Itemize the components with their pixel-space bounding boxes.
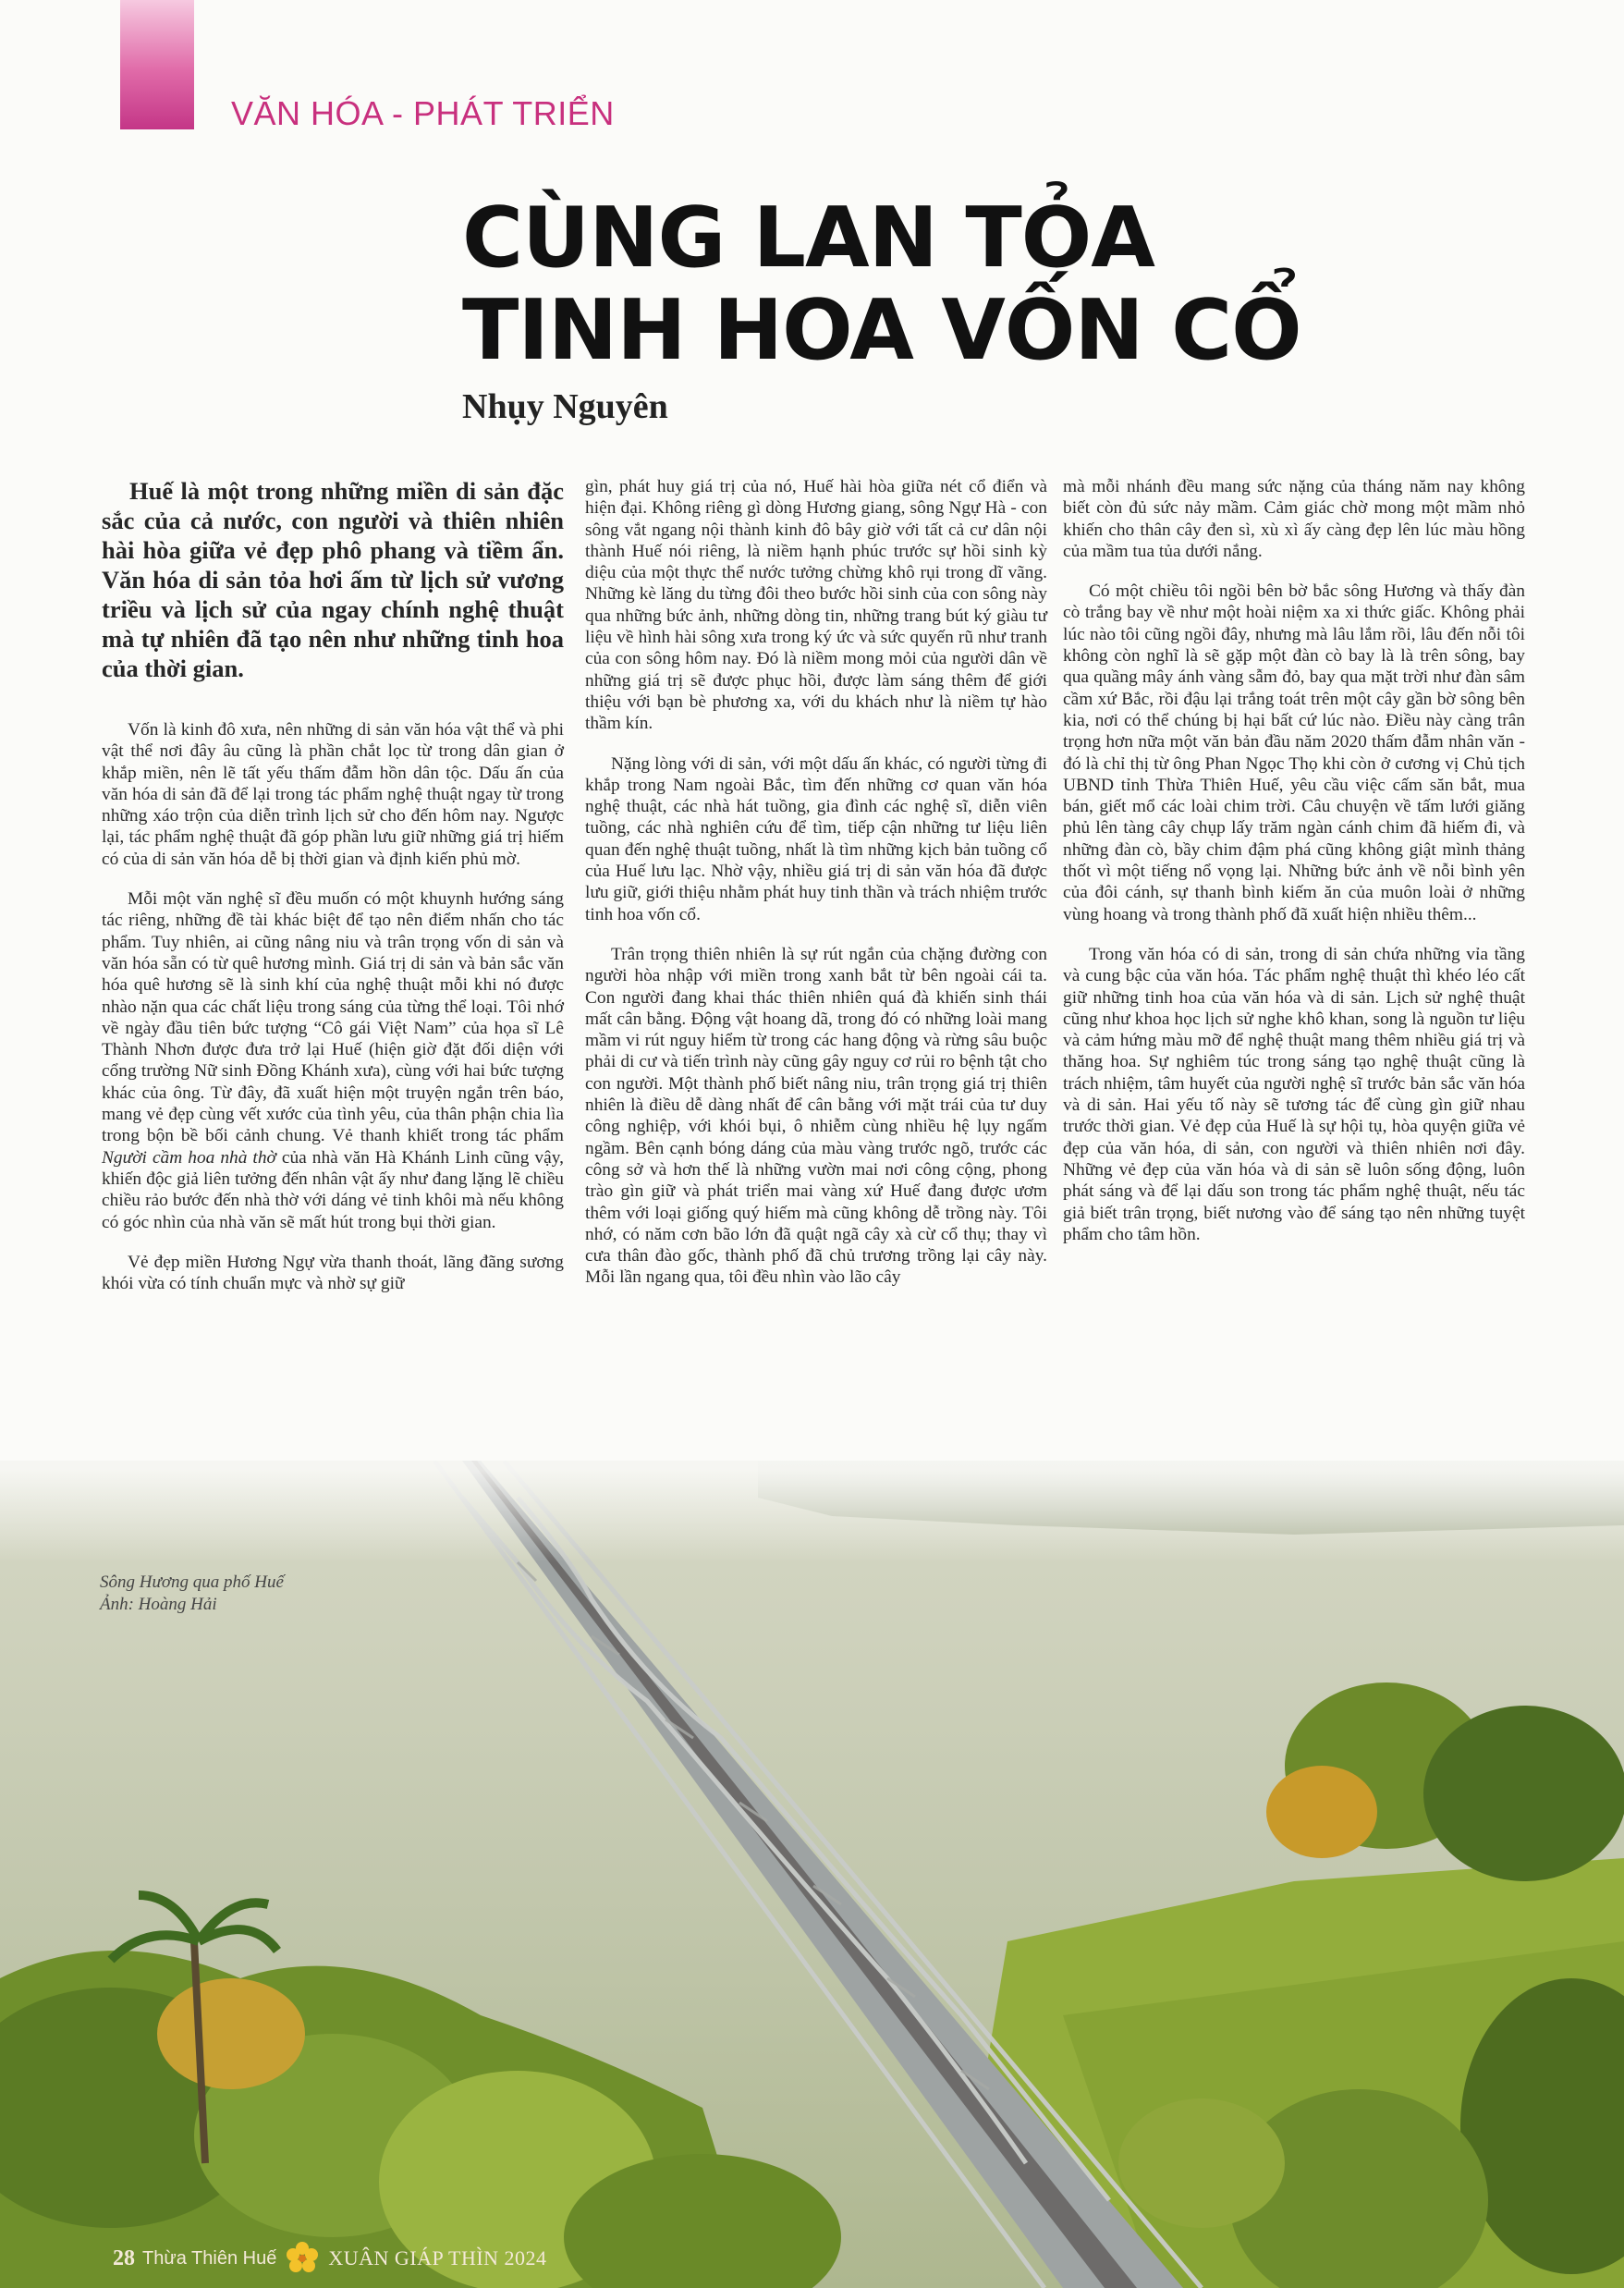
- paragraph: Có một chiều tôi ngồi bên bờ bắc sông Hương và thấy đàn cò trắng bay về như một hoài niệm xa xi thức giấc. Không phải lúc nào tôi cũng ngồi đây, nhưng mà lâu lắm rồi, lâu đến nỗi tôi không còn nghĩ là sẽ gặp một đàn cò bay là là trên sông, bay qua quầng mây ánh vàng sẫm đỏ, bay qua mặt trời như đàn sâm cầm xứ Bắc, rồi đậu lại trắng toát trên một cây gần bờ sông bên kia, nơi có thể chúng bị hại bất cứ lúc nào. Điều này càng trân trọng hơn nữa một văn bản đầu năm 2020 thấm đẫm nhân văn - đó là chỉ thị từ ông Phan Ngọc Thọ khi còn ở cương vị Chủ tịch UBND tỉnh Thừa Thiên Huế, yêu cầu việc cấm săn bắt, mua bán, giết mổ các loài chim trời. Câu chuyện về tấm lưới giăng phủ lên tàng cây chụp lấy trăm ngàn cánh chim đã hiếm đi, và những đàn cò, bầy chim đậm phá cũng không giật mình thảng thốt vì một tiếng nổ vọng lại. Những bức ảnh về nỗi bình yên của đôi cánh, sự thanh bình kiếm ăn của muôn loài ở những vùng hoang và trong thành phố đã xuất hiện nhiều thêm...: [1063, 581, 1525, 924]
- paragraph: Trân trọng thiên nhiên là sự rút ngắn của chặng đường con người hòa nhập với miền trong xanh bắt từ bên ngoài cái ta. Con người đang khai thác thiên nhiên quá đà khiến sinh thái mất cân bằng. Động vật hoang dã, trong đó có những loài mang mầm vi rút nguy hiểm từ trong các hang động và rừng sâu buộc phải di cư và tiến trình này cũng gây nguy cơ rủi ro bệnh tật cho con người. Một thành phố biết nâng niu, trân trọng giá trị thiên nhiên là điều dễ dàng nhất để cân bằng với mặt trái của tư duy công nghiệp, với khói bụi, ô nhiễm cùng nhiều hệ lụy ngấm ngầm. Bên cạnh bóng dáng của màu vàng trước ngõ, trước các công sở và hơn thế là những vườn mai nơi công cộng, phong trào gìn giữ và phát triển mai vàng xứ Huế đang được ươm thêm với loại giống quý hiếm mà cũng không dễ trồng này. Tôi nhớ, có năm cơn bão lớn đã quật ngã cây xà cừ cổ thụ; thay vì cưa thân đào gốc, thành phố đã chủ trương trồng lại cây này. Mỗi lần ngang qua, tôi đều nhìn vào lão cây: [585, 944, 1047, 1288]
- apricot-flower-icon: [284, 2240, 321, 2277]
- title-line-1: CÙNG LAN TỎA: [462, 190, 1154, 287]
- text-column-2: [585, 476, 1047, 1307]
- caption-title: Sông Hương qua phố Huế: [100, 1572, 284, 1592]
- magazine-name: Thừa Thiên Huế: [142, 2247, 277, 2269]
- paragraph: Trong văn hóa có di sản, trong di sản chứa những vỉa tầng và cung bậc của văn hóa. Tác phẩm nghệ thuật thì khéo léo cất giữ những tinh hoa của văn hóa và di sản. Lịch sử nghệ thuật cũng như khoa học lịch sử nghe khô khan, song là nguồn tư liệu và cảm hứng màu mỡ để nghệ thuật mang thêm nhiều giá trị và thăng hoa. Sự nghiêm túc trong sáng tạo nghệ thuật cũng là trách nhiệm, tâm huyết của người nghệ sĩ trước bản sắc văn hóa và di sản. Hai yếu tố này sẽ tương tác để cùng gìn giữ nhau trước thời gian. Vẻ đẹp của Huế là sự hội tụ, hòa quyện giữa vẻ đẹp của văn hóa, di sản, con người và thiên nhiên nơi đây. Những vẻ đẹp của văn hóa và di sản sẽ luôn sống động, luôn phát sáng và để lại dấu son trong tác phẩm nghệ thuật, nếu tác giả biết trân trọng, biết nương vào để sáng tạo nên những tuyệt phẩm cho tâm hồn.: [1063, 944, 1525, 1244]
- paragraph: Vẻ đẹp miền Hương Ngự vừa thanh thoát, lãng đãng sương khói vừa có tính chuẩn mực và nhờ sự giữ: [102, 1252, 564, 1294]
- page-footer: [113, 2245, 547, 2272]
- section-color-bar: [120, 0, 194, 129]
- caption-credit: Ảnh: Hoàng Hải: [100, 1595, 217, 1614]
- photo-caption: [100, 1572, 284, 1616]
- text-column-3: [1063, 476, 1525, 1264]
- author-name: Nhụy Nguyên: [462, 387, 668, 426]
- paragraph-text: của nhà văn Hà Khánh Linh cũng vậy, khiến độc giả liên tưởng đến nhân vật ấy như đang lặng lẽ chiều chiều rảo bước đến nhà thờ với dáng vẻ tinh khôi mà nếu không có góc nhìn của nhà văn sẽ mất hút trong bụi thời gian.: [102, 1147, 564, 1232]
- paragraph: mà mỗi nhánh đều mang sức nặng của tháng năm nay không biết còn đủ sức nảy mầm. Cảm giác chờ mong một mầm nhỏ khiến cho thân cây đen sì, xù xì ấy càng đẹp lên lúc màu hồng của mầm tua tủa dưới nắng.: [1063, 477, 1525, 561]
- title-line-2: TINH HOA VỐN CỔ: [462, 282, 1301, 379]
- paragraph-text: Mỗi một văn nghệ sĩ đều muốn có một khuynh hướng sáng tác riêng, những đề tài khác biệt để tạo nên điểm nhấn cho tác phẩm. Tuy nhiên, ai cũng nâng niu và trân trọng vốn di sản và văn hóa sẵn có từ quê hương mình. Giá trị di sản và bản sắc văn hóa quê hương sẽ là sinh khí của nghệ thuật mỗi khi nó được nhào nặn qua các chất liệu trong sáng của từng thể loại. Tôi nhớ về ngày đầu tiên bức tượng “Cô gái Việt Nam” của họa sĩ Lê Thành Nhơn được đưa trở lại Huế (hiện giờ đặt đối diện với cổng trường Nữ sinh Đồng Khánh xưa), cùng với hai bức tượng khác của ông. Từ đây, đã xuất hiện một truyện ngắn trên báo, mang vẻ đẹp cùng vết xước của tình yêu, của thân phận chia lìa trong bộn bề bối cảnh chung. Vẻ thanh khiết trong tác phẩm: [102, 889, 564, 1146]
- paragraph: Nặng lòng với di sản, với một dấu ấn khác, có người từng đi khắp trong Nam ngoài Bắc, tìm đến những cơ quan văn hóa nghệ thuật, các nhà hát tuồng, gia đình các nghệ sĩ, diễn viên tuồng, các nhà nghiên cứu để tìm, tiếp cận những tư liệu liên quan đến nghệ thuật tuồng, nhất là tìm những kịch bản tuồng cổ của Huế lưu lạc. Nhờ vậy, nhiều giá trị di sản văn hóa đã được lưu giữ, giới thiệu nhằm phát huy tinh thần và trách nhiệm trước tinh hoa vốn cổ.: [585, 753, 1047, 924]
- text-column-1: [102, 719, 564, 1313]
- lead-text: Huế là một trong những miền di sản đặc sắc của cả nước, con người và thiên nhiên hài hòa giữa vẻ đẹp phô phang và tiềm ẩn. Văn hóa di sản tỏa hơi ấm từ lịch sử vương triều và lịch sử của ngay chính nghệ thuật mà tự nhiên đã tạo nên như những tinh hoa của thời gian.: [102, 477, 564, 682]
- photo-fade: [0, 1359, 1624, 1562]
- page-number: 28: [113, 2245, 135, 2270]
- book-title: Người cầm hoa nhà thờ: [102, 1147, 276, 1168]
- issue-label: XUÂN GIÁP THÌN 2024: [328, 2246, 547, 2270]
- paragraph: gìn, phát huy giá trị của nó, Huế hài hòa giữa nét cổ điển và hiện đại. Không riêng gì dòng Hương giang, sông Ngự Hà - con sông vắt ngang nội thành kinh đô bây giờ với tất cả cư dân nội thành Huế nói riêng, là niềm hạnh phúc trước sự hồi sinh kỳ diệu của một thực thể nước tưởng chừng khô rụi trong dĩ vãng. Những kè lăng du từng đôi theo bước hồi sinh của con sông này qua những bức ảnh, những dòng tin, những trang bút ký giàu tư liệu về hình hài sông xưa trong ký ức và sức quyến rũ như tranh của con sông hôm nay. Đó là niềm mong mỏi của người dân về những giá trị sẽ được phục hồi, được làm sáng thêm để giới thiệu với bạn bè phương xa, với du khách như là niềm tự hào thầm kín.: [585, 477, 1047, 734]
- paragraph: [102, 888, 564, 1233]
- paragraph: Vốn là kinh đô xưa, nên những di sản văn hóa vật thể và phi vật thể nơi đây âu cũng là phần chắt lọc từ trong dân gian ở khắp miền, nên lẽ tất yếu thấm đẫm hồn dân tộc. Dấu ấn của văn hóa di sản đã để lại trong tác phẩm nghệ thuật ngay từ trong những xáo trộn của diễn trình lịch sử cho đến hôm nay. Ngược lại, tác phẩm nghệ thuật đã góp phần lưu giữ những giá trị hiếm có của di sản văn hóa dễ bị thời gian và định kiến phủ mờ.: [102, 720, 564, 869]
- lead-paragraph: [102, 476, 564, 683]
- article-title: [462, 192, 1301, 377]
- section-label: VĂN HÓA - PHÁT TRIỂN: [231, 94, 615, 132]
